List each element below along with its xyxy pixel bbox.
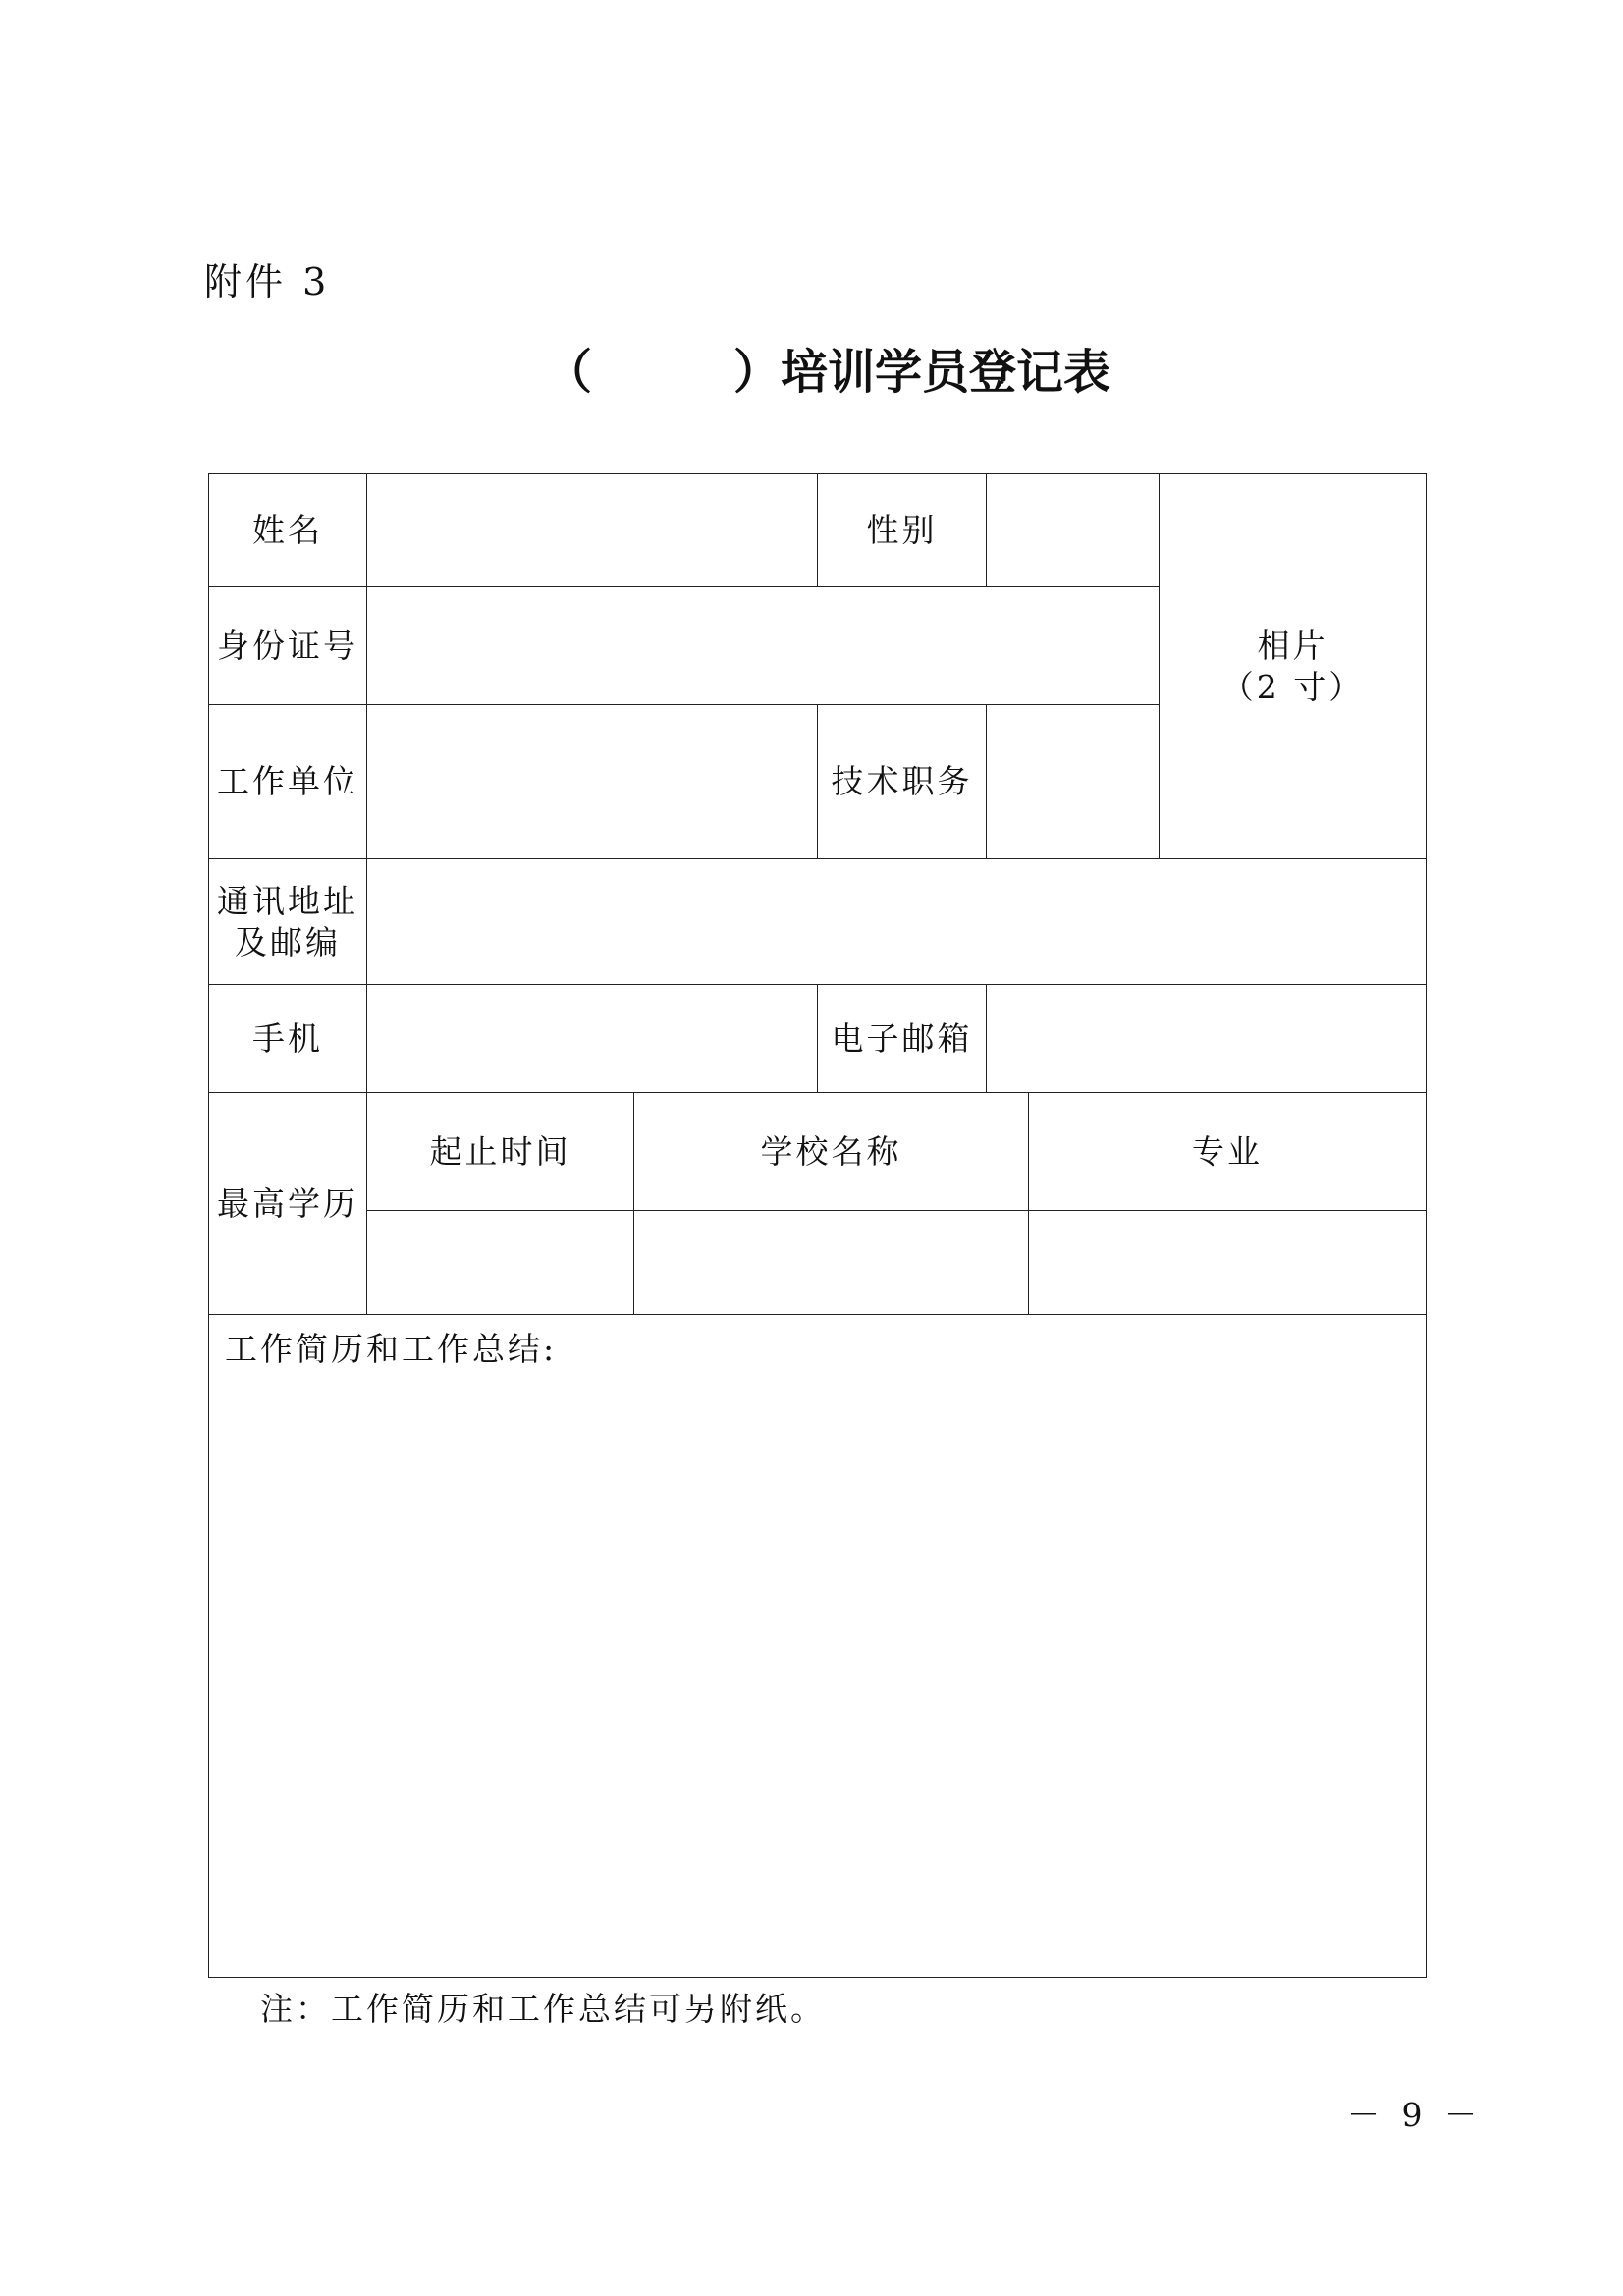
education-label: 最高学历: [209, 1093, 367, 1315]
email-field[interactable]: [987, 985, 1427, 1093]
address-label: [209, 859, 367, 985]
photo-box[interactable]: [1160, 474, 1427, 859]
name-label: 姓名: [209, 474, 367, 587]
mobile-label: 手机: [209, 985, 367, 1093]
registration-form-table: [208, 473, 1427, 1978]
email-label: 电子邮箱: [818, 985, 987, 1093]
attachment-label: 附件 3: [204, 260, 331, 303]
job-title-field[interactable]: [987, 705, 1160, 859]
id-number-label: 身份证号: [209, 587, 367, 705]
address-label-line2: 及邮编: [235, 922, 341, 961]
address-field[interactable]: [367, 859, 1427, 985]
gender-label: 性别: [818, 474, 987, 587]
edu-col-major: 专业: [1029, 1093, 1427, 1211]
footnote: 注：工作简历和工作总结可另附纸。: [260, 1990, 826, 2028]
page-number: － 9 －: [1347, 2096, 1483, 2134]
name-field[interactable]: [367, 474, 818, 587]
gender-field[interactable]: [987, 474, 1160, 587]
page-title: （ ）培训学员登记表: [545, 345, 1111, 400]
edu-col-school: 学校名称: [634, 1093, 1029, 1211]
photo-size: （2 寸）: [1220, 667, 1365, 706]
edu-period-field[interactable]: [367, 1211, 634, 1315]
work-summary-label: 工作简历和工作总结:: [225, 1330, 558, 1368]
work-summary-box[interactable]: [209, 1315, 1427, 1978]
mobile-field[interactable]: [367, 985, 818, 1093]
address-label-line1: 通讯地址: [217, 882, 358, 921]
photo-label: 相片: [1257, 627, 1328, 666]
edu-col-period: 起止时间: [367, 1093, 634, 1211]
job-title-label: 技术职务: [818, 705, 987, 859]
edu-school-field[interactable]: [634, 1211, 1029, 1315]
employer-label: 工作单位: [209, 705, 367, 859]
edu-major-field[interactable]: [1029, 1211, 1427, 1315]
id-number-field[interactable]: [367, 587, 1160, 705]
employer-field[interactable]: [367, 705, 818, 859]
